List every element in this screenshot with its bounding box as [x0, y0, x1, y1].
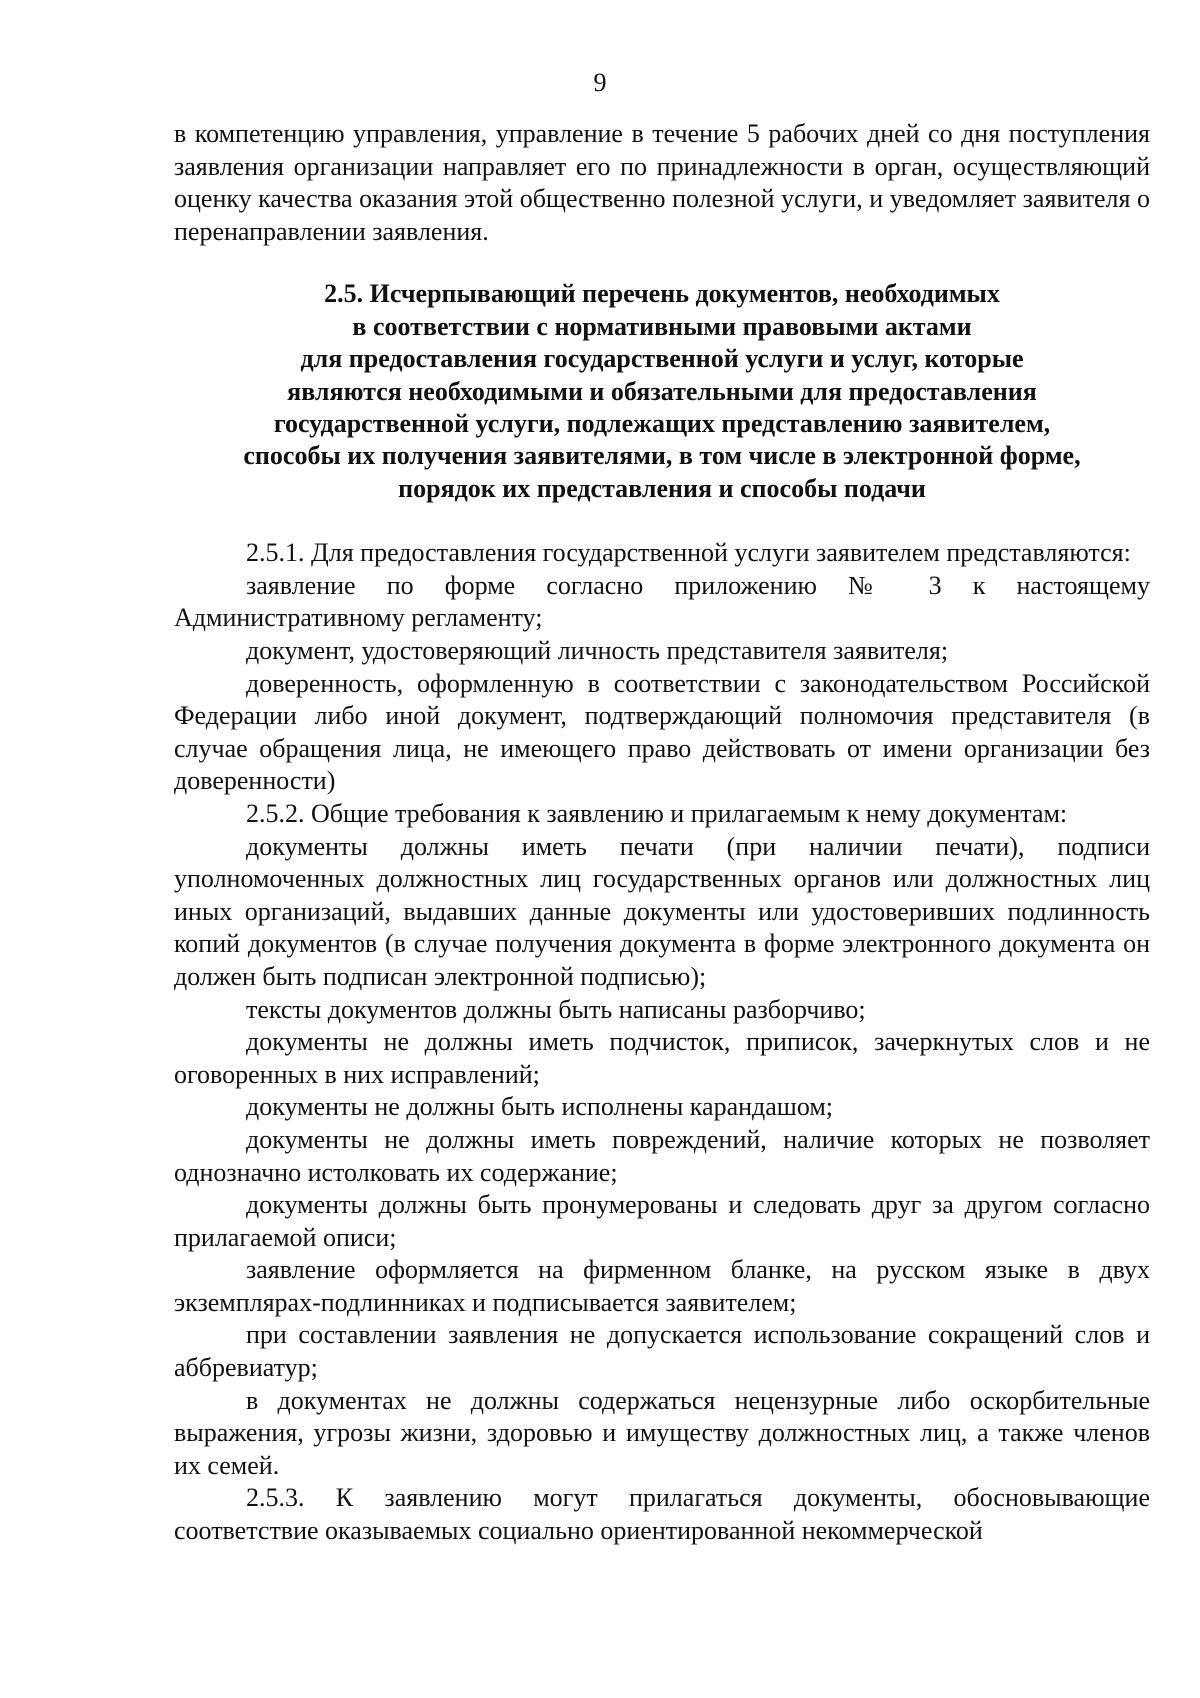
paragraph: документы не должны быть исполнены карандашом; — [246, 1092, 834, 1122]
paragraph: заявление по форме согласно приложению № 3 к настоящему Административному регламенту; — [174, 570, 1150, 633]
section-heading-line: 2.5. Исчерпывающий перечень документов, необходимых — [324, 279, 1000, 309]
paragraph-2-5-2: 2.5.2. Общие требования к заявлению и прилагаемым к нему документам: — [246, 798, 1068, 828]
paragraph-2-5-3: 2.5.3. К заявлению могут прилагаться документы, обосновывающие соответствие оказываемых социально ориентированной некоммерческой — [174, 1483, 1150, 1546]
paragraph: документы должны иметь печати (при наличии печати), подписи уполномоченных должностных лиц государственных органов или должностных лиц иных организаций, выдавших данные документы или удостоверивших подлинность копий документов (в случае получения документа в форме электронного документа он должен быть подписан электронной подписью); — [174, 831, 1150, 991]
section-heading-line: в соответствии с нормативными правовыми актами — [352, 311, 972, 341]
page-number: 9 — [593, 68, 607, 97]
paragraph: доверенность, оформленную в соответствии с законодательством Российской Федерации либо иной документ, подтверждающий полномочия представителя (в случае обращения лица, не имеющего право действовать от имени организации без доверенности) — [174, 668, 1150, 796]
paragraph: тексты документов должны быть написаны разборчиво; — [246, 994, 866, 1024]
paragraph: заявление оформляется на фирменном бланке, на русском языке в двух экземплярах-подлинниках и подписывается заявителем; — [174, 1255, 1150, 1317]
section-heading-line: государственной услуги, подлежащих представлению заявителем, — [273, 409, 1051, 438]
section-heading — [174, 278, 1150, 505]
section-heading-line: являются необходимыми и обязательными для предоставления — [287, 376, 1037, 406]
section-heading-line: порядок их представления и способы подачи — [398, 473, 926, 503]
paragraph: при составлении заявления не допускается использование сокращений слов и аббревиатур; — [174, 1320, 1150, 1383]
paragraph: документы не должны иметь повреждений, наличие которых не позволяет однозначно истолковать их содержание; — [174, 1124, 1150, 1187]
document-body — [174, 118, 1150, 1548]
paragraph: документ, удостоверяющий личность представителя заявителя; — [246, 636, 949, 665]
paragraph: в компетенцию управления, управление в течение 5 рабочих дней со дня поступления заявления организации направляет его по принадлежности в орган, осуществляющий оценку качества оказания этой общественно полезной услуги, и уведомляет заявителя о перенаправлении заявления. — [174, 119, 1150, 246]
paragraph-2-5-1: 2.5.1. Для предоставления государственной услуги заявителем представляются: — [246, 538, 1131, 568]
section-heading-line: способы их получения заявителями, в том числе в электронной форме, — [243, 441, 1081, 471]
paragraph: в документах не должны содержаться нецензурные либо оскорбительные выражения, угрозы жизни, здоровью и имуществу должностных лиц, а также членов их семей. — [174, 1385, 1150, 1480]
paragraph: документы не должны иметь подчисток, приписок, зачеркнутых слов и не оговоренных в них исправлений; — [174, 1027, 1150, 1089]
paragraph: документы должны быть пронумерованы и следовать друг за другом согласно прилагаемой описи; — [174, 1190, 1150, 1252]
section-heading-line: для предоставления государственной услуги и услуг, которые — [300, 344, 1024, 374]
